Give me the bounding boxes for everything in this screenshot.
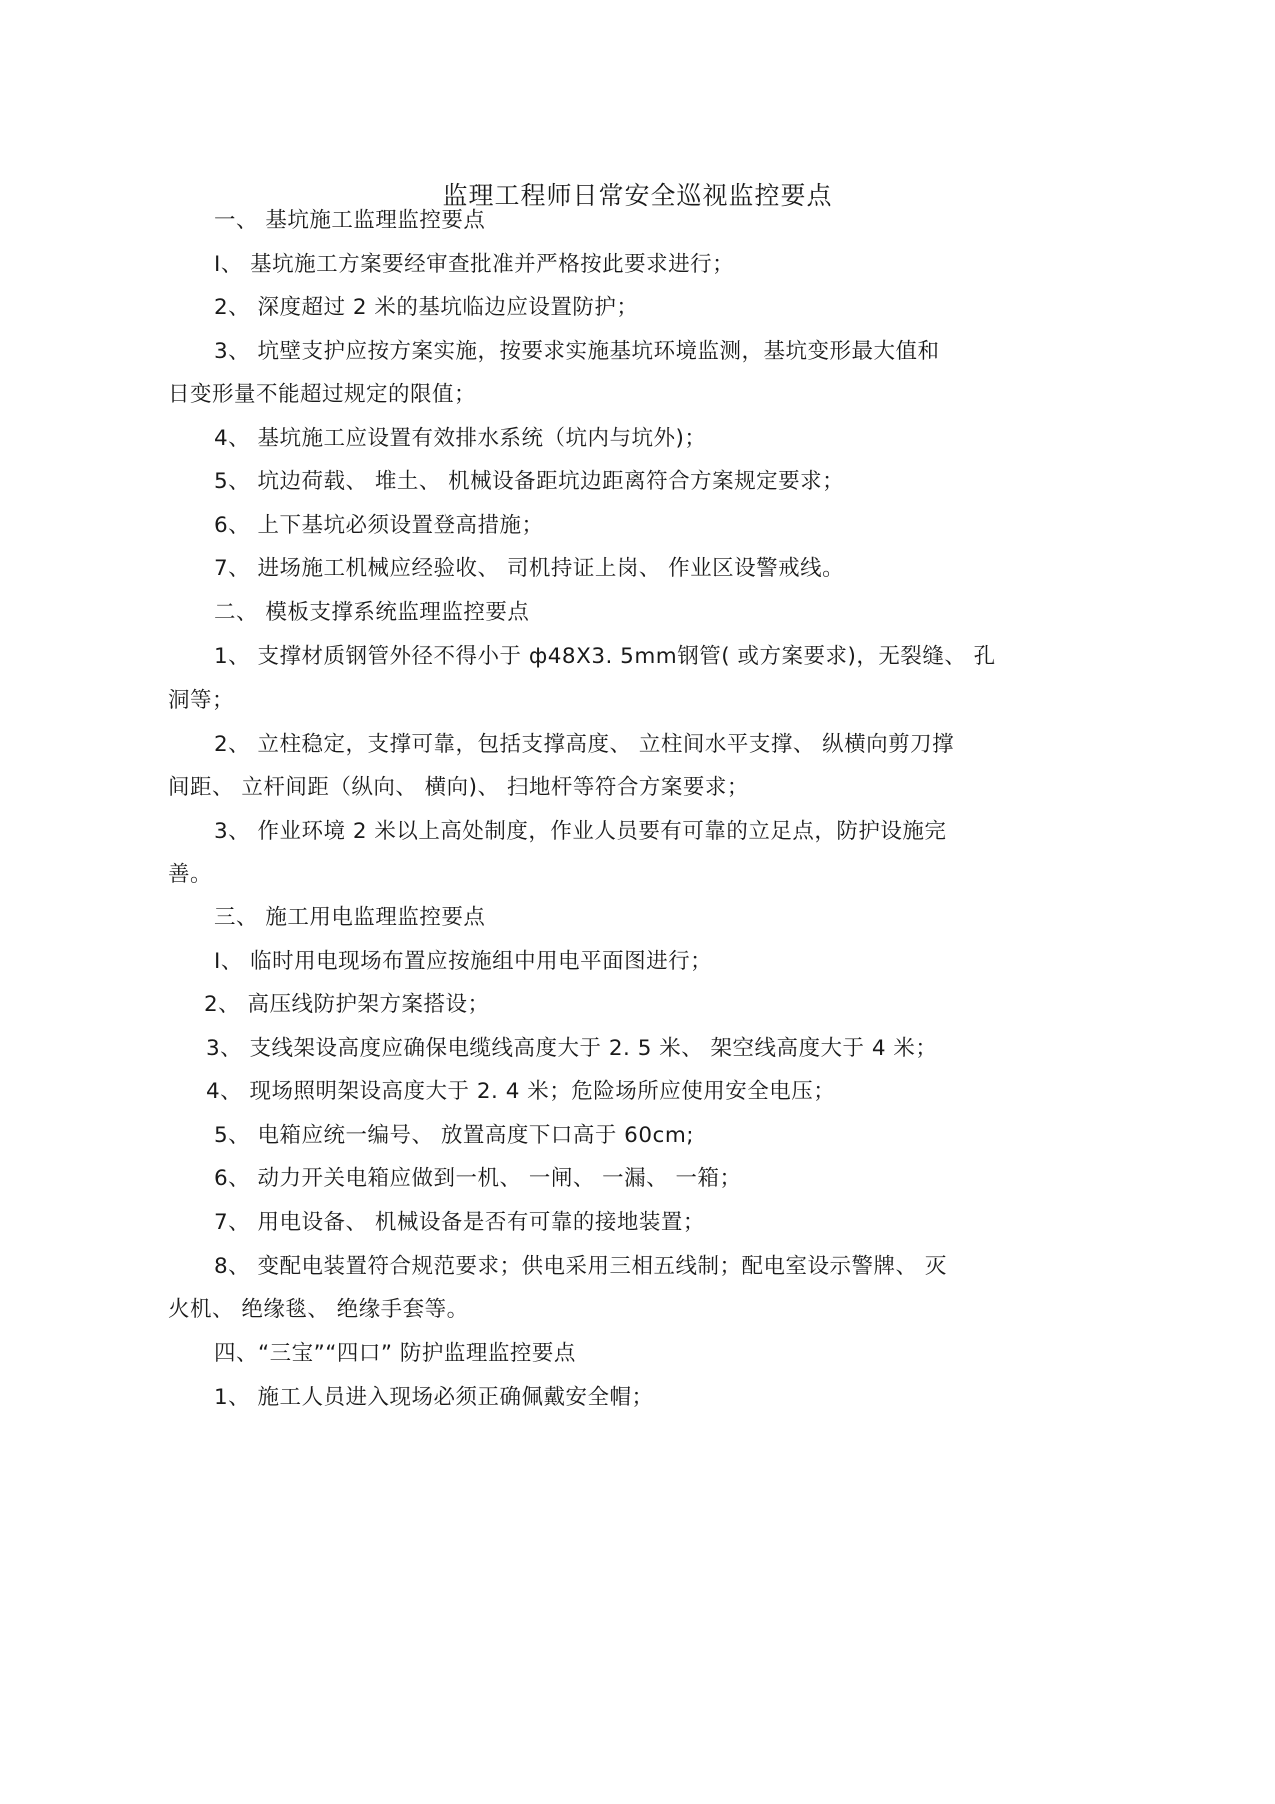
section-1-item-2: 2、 深度超过 2 米的基坑临边应设置防护； (214, 295, 639, 320)
section-3-item-4: 4、 现场照明架设高度大于 2. 4 米；危险场所应使用安全电压； (206, 1079, 836, 1104)
section-3-item-5: 5、 电箱应统一编号、 放置高度下口高于 60cm; (214, 1123, 695, 1148)
section-2-item-3-line-2: 善。 (168, 862, 213, 887)
section-3-item-7: 7、 用电设备、 机械设备是否有可靠的接地装置； (214, 1210, 705, 1235)
document-title: 监理工程师日常安全巡视监控要点 (442, 181, 833, 210)
section-4-item-1: 1、 施工人员进入现场必须正确佩戴安全帽； (214, 1385, 654, 1410)
section-2-item-3-line-1: 3、 作业环境 2 米以上高处制度，作业人员要有可靠的立足点，防护设施完 (214, 819, 947, 844)
section-1-item-3-line-2: 日变形量不能超过规定的限值； (168, 382, 477, 407)
section-1-item-7: 7、 进场施工机械应经验收、 司机持证上岗、 作业区设警戒线。 (214, 556, 845, 581)
section-heading-1: 一、 基坑施工监理监控要点 (214, 208, 486, 233)
section-2-item-1-line-2: 洞等； (168, 688, 235, 713)
section-heading-4: 四、“三宝”“四口” 防护监理监控要点 (214, 1341, 576, 1366)
section-heading-3: 三、 施工用电监理监控要点 (214, 905, 486, 930)
section-2-item-1-line-1: 1、 支撑材质钢管外径不得小于 ф48X3. 5mm钢管( 或方案要求)，无裂缝、 孔 (214, 644, 996, 669)
section-3-item-2: 2、 高压线防护架方案搭设； (204, 992, 490, 1017)
section-3-item-8-line-2: 火机、 绝缘毯、 绝缘手套等。 (168, 1297, 469, 1322)
section-1-item-5: 5、 坑边荷载、 堆土、 机械设备距坑边距离符合方案规定要求； (214, 469, 845, 494)
section-2-item-2-line-2: 间距、 立杆间距（纵向、 横向)、 扫地杆等符合方案要求； (168, 775, 749, 800)
section-3-item-3: 3、 支线架设高度应确保电缆线高度大于 2. 5 米、 架空线高度大于 4 米； (206, 1036, 938, 1061)
section-1-item-6: 6、 上下基坑必须设置登高措施； (214, 513, 544, 538)
section-3-item-8-line-1: 8、 变配电装置符合规范要求；供电采用三相五线制；配电室设示警牌、 灭 (214, 1254, 947, 1279)
section-1-item-3-line-1: 3、 坑壁支护应按方案实施，按要求实施基坑环境监测，基坑变形最大值和 (214, 339, 940, 364)
section-2-item-2-line-1: 2、 立柱稳定，支撑可靠，包括支撑高度、 立柱间水平支撑、 纵横向剪刀撑 (214, 732, 955, 757)
section-heading-2: 二、 模板支撑系统监理监控要点 (214, 600, 530, 625)
section-1-item-4: 4、 基坑施工应设置有效排水系统（坑内与坑外)； (214, 426, 707, 451)
section-3-item-1: I、 临时用电现场布置应按施组中用电平面图进行； (214, 949, 713, 974)
section-1-item-1: I、 基坑施工方案要经审查批准并严格按此要求进行； (214, 252, 735, 277)
section-3-item-6: 6、 动力开关电箱应做到一机、 一闸、 一漏、 一箱； (214, 1166, 742, 1191)
